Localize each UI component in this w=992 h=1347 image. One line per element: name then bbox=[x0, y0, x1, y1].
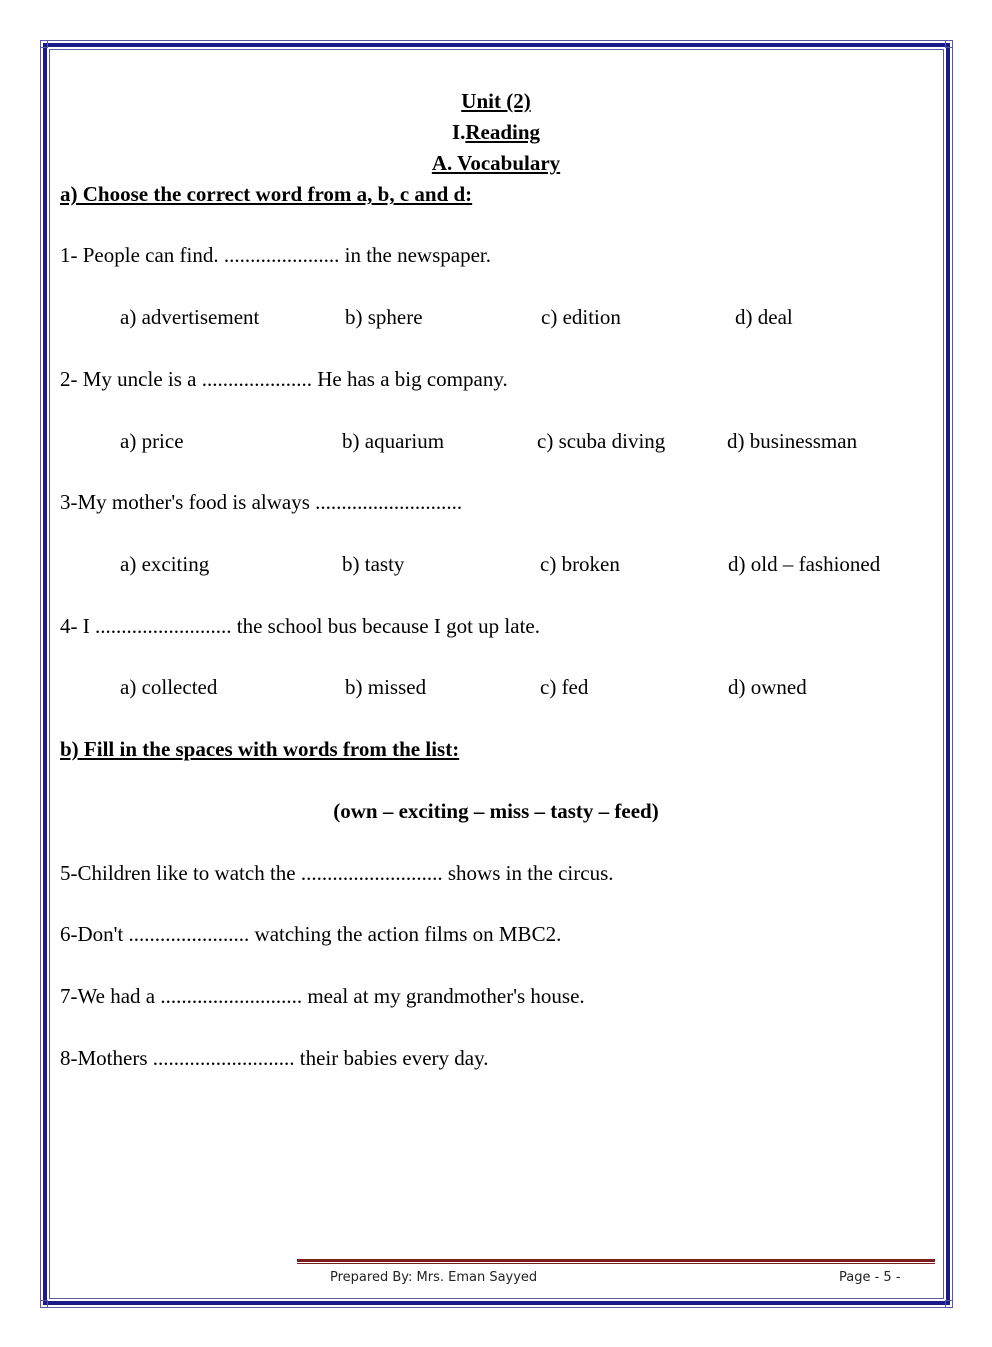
question-1: 1- People can find. ...................... in the newspaper. bbox=[60, 243, 491, 267]
option-4a: a) collected bbox=[120, 675, 218, 699]
part-b-instruction: b) Fill in the spaces with words from the list: bbox=[60, 737, 460, 761]
question-2: 2- My uncle is a ..................... He has a big company. bbox=[60, 367, 508, 391]
border-corner bbox=[40, 1300, 48, 1308]
option-1d: d) deal bbox=[735, 305, 793, 329]
option-1a: a) advertisement bbox=[120, 305, 260, 329]
option-2c: c) scuba diving bbox=[537, 429, 666, 453]
option-1c: c) edition bbox=[541, 305, 621, 329]
subsection-title: A. Vocabulary bbox=[431, 151, 561, 175]
unit-title: Unit (2) bbox=[461, 89, 531, 113]
option-3c: c) broken bbox=[540, 552, 620, 576]
border-corner bbox=[945, 40, 953, 48]
word-list: (own – exciting – miss – tasty – feed) bbox=[333, 799, 659, 823]
option-3b: b) tasty bbox=[342, 552, 405, 576]
option-2b: b) aquarium bbox=[342, 429, 445, 453]
page-border-inner bbox=[49, 49, 944, 1299]
border-corner bbox=[40, 40, 48, 48]
part-a-instruction: a) Choose the correct word from a, b, c and d: bbox=[60, 182, 473, 206]
footer-rule-thin bbox=[297, 1263, 935, 1264]
sentence-5: 5-Children like to watch the ........................... shows in the circus. bbox=[60, 861, 614, 885]
question-4: 4- I .......................... the school bus because I got up late. bbox=[60, 614, 540, 638]
question-3: 3-My mother's food is always ............................ bbox=[60, 490, 463, 514]
option-4b: b) missed bbox=[345, 675, 427, 699]
footer-author: Prepared By: Mrs. Eman Sayyed bbox=[330, 1270, 538, 1285]
option-1b: b) sphere bbox=[345, 305, 423, 329]
option-4d: d) owned bbox=[728, 675, 807, 699]
footer-rule bbox=[297, 1259, 935, 1262]
border-corner bbox=[945, 1300, 953, 1308]
option-3d: d) old – fashioned bbox=[728, 552, 881, 576]
sentence-6: 6-Don't ....................... watching the action films on MBC2. bbox=[60, 922, 562, 946]
option-3a: a) exciting bbox=[120, 552, 210, 576]
option-4c: c) fed bbox=[540, 675, 589, 699]
option-2a: a) price bbox=[120, 429, 184, 453]
section-title: I.Reading bbox=[451, 120, 541, 144]
sentence-8: 8-Mothers ........................... their babies every day. bbox=[60, 1046, 489, 1070]
sentence-7: 7-We had a ........................... meal at my grandmother's house. bbox=[60, 984, 585, 1008]
footer-page-number: Page - 5 - bbox=[839, 1270, 901, 1285]
option-2d: d) businessman bbox=[727, 429, 858, 453]
